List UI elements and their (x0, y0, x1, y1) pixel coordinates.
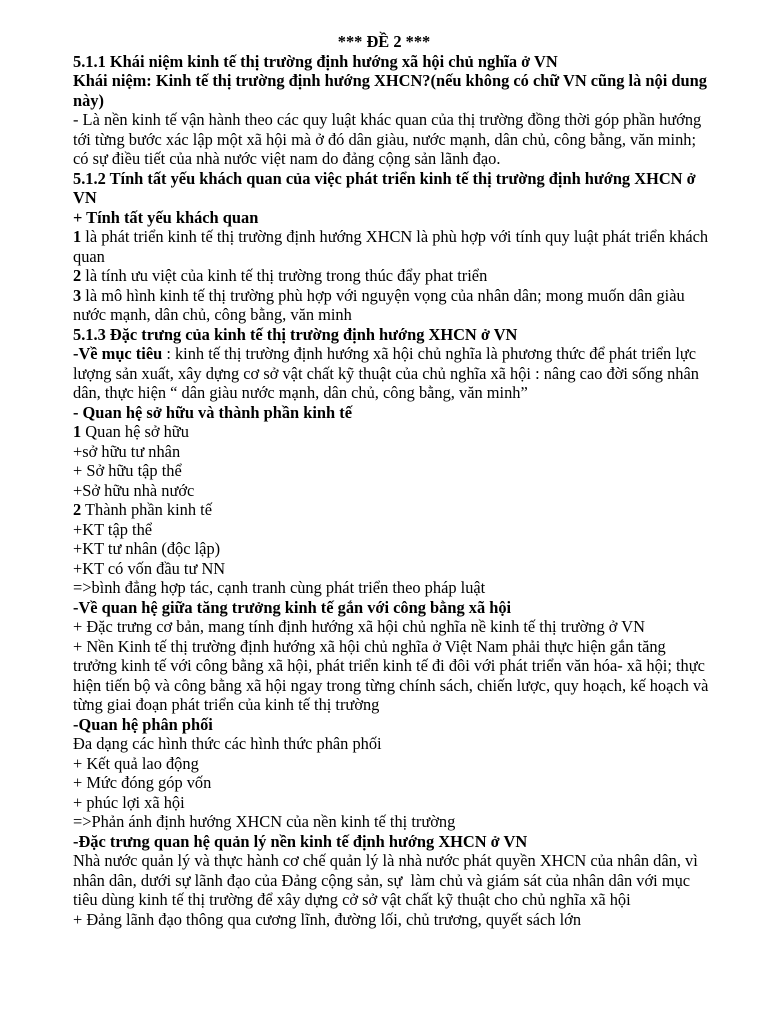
ownership-subitem-2 (73, 500, 713, 520)
necessity-item-3 (73, 286, 713, 325)
list-item: +KT có vốn đầu tư NN (73, 558, 226, 578)
concept-definition: - Là nền kinh tế vận hành theo các quy luật khác quan của thị trường đồng thời góp phần hướng tới từng bước xác lập một xã hội mà ở đó dân giàu, nước mạnh, dân chủ, công bằng, văn minh; có sự điều tiết của nhà nước việt nam do đảng cộng sản lãnh đạo. (73, 110, 706, 168)
management-heading: -Đặc trưng quan hệ quản lý nền kinh tế định hướng XHCN ở VN (73, 831, 528, 851)
ownership-subitem-1 (73, 422, 713, 442)
item-text: Thành phần kinh tế (81, 500, 212, 519)
distribution-conclusion: =>Phản ánh định hướng XHCN của nền kinh tế thị trường (73, 812, 456, 831)
list-item: +Sở hữu nhà nước (73, 480, 195, 500)
section-heading-5-1-3: 5.1.3 Đặc trưng của kinh tế thị trường định hướng XHCN ở VN (73, 324, 518, 344)
necessity-item-2 (73, 266, 713, 286)
management-paragraph-2: + Đảng lãnh đạo thông qua cương lĩnh, đường lối, chủ trương, quyết sách lớn (73, 909, 582, 929)
list-item: +KT tư nhân (độc lập) (73, 539, 221, 558)
item-number: 2 (73, 266, 82, 285)
ownership-conclusion: =>bình đẳng hợp tác, cạnh tranh cùng phát triển theo pháp luật (73, 578, 486, 597)
growth-paragraph-2: + Nền Kinh tế thị trường định hướng xã hội chủ nghĩa ở Việt Nam phải thực hiện gắn tăng trưởng kinh tế với công bằng xã hội, phát triển kinh tế đi đôi với phát triển văn hóa- xã hội; thực hiện tiến bộ và công bằng xã hội ngay trong từng chính sách, chiến lược, quy hoạch, kế hoạch và từng giai đoạn phát triển của kinh tế thị trường (73, 636, 713, 714)
objective-necessity-heading: + Tính tất yếu khách quan (73, 207, 259, 227)
distribution-heading: -Quan hệ phân phối (73, 714, 213, 734)
necessity-item-1 (73, 227, 713, 266)
list-item: + Kết quả lao động (73, 753, 199, 773)
concept-question: Khái niệm: Kinh tế thị trường định hướng XHCN?(nếu không có chữ VN cũng là nội dung này) (73, 71, 712, 110)
item-text: Quan hệ sở hữu (81, 422, 189, 441)
growth-paragraph-1: + Đặc trưng cơ bản, mang tính định hướng xã hội chủ nghĩa nề kinh tế thị trường ở VN (73, 617, 645, 636)
item-text: là tính ưu việt của kinh tế thị trường trong thúc đẩy phat triển (81, 266, 488, 285)
growth-equity-heading: -Về quan hệ giữa tăng trưởng kinh tế gắn với công bằng xã hội (73, 597, 512, 617)
item-text: là phát triển kinh tế thị trường định hướng XHCN là phù hợp với tính quy luật phát triển khách quan (73, 227, 713, 266)
list-item: + Mức đóng góp vốn (73, 773, 212, 792)
document-page (73, 32, 713, 929)
management-paragraph-1: Nhà nước quản lý và thực hành cơ chế quản lý là nhà nước phát quyền XHCN của nhân dân, vì nhân dân, dưới sự lãnh đạo của Đảng cộng sản, sự làm chủ và giám sát của nhân dân với mục tiêu dùng kinh tế thị trường để xây dựng cở sở vật chất kỹ thuật cho chủ nghĩa xã hội (73, 851, 702, 909)
list-item: + Sở hữu tập thể (73, 461, 182, 480)
item-number: 2 (73, 500, 82, 519)
document-title: *** ĐỀ 2 *** (337, 32, 431, 51)
goal-label: -Về mục tiêu (73, 344, 163, 363)
section-heading-5-1-2: 5.1.2 Tính tất yếu khách quan của việc phát triển kinh tế thị trường định hướng XHCN ở VN (73, 168, 700, 207)
list-item: +KT tập thể (73, 519, 153, 539)
list-item: +sở hữu tư nhân (73, 441, 181, 461)
distribution-intro: Đa dạng các hình thức các hình thức phân phối (73, 734, 382, 753)
item-number: 1 (73, 422, 82, 441)
item-number: 1 (73, 227, 82, 246)
list-item: + phúc lợi xã hội (73, 792, 185, 812)
goal-text: : kinh tế thị trường định hướng xã hội chủ nghĩa là phương thức để phát triển lực lượng sản xuất, xây dựng cơ sở vật chất kỹ thuật của chủ nghĩa xã hội : nâng cao đời sống nhân dân, thực hiện “ dân giàu nước mạnh, dân chủ, công bằng, văn minh” (73, 344, 704, 402)
ownership-heading: - Quan hệ sở hữu và thành phần kinh tế (73, 402, 352, 422)
goal-paragraph (73, 344, 713, 403)
item-number: 3 (73, 285, 82, 305)
item-text: là mô hình kinh tế thị trường phù hợp với nguyện vọng của nhân dân; mong muốn dân giàu nước mạnh, dân chủ, công bằng, văn minh (73, 285, 689, 324)
section-heading-5-1-1: 5.1.1 Khái niệm kinh tế thị trường định hướng xã hội chủ nghĩa ở VN (73, 51, 558, 71)
